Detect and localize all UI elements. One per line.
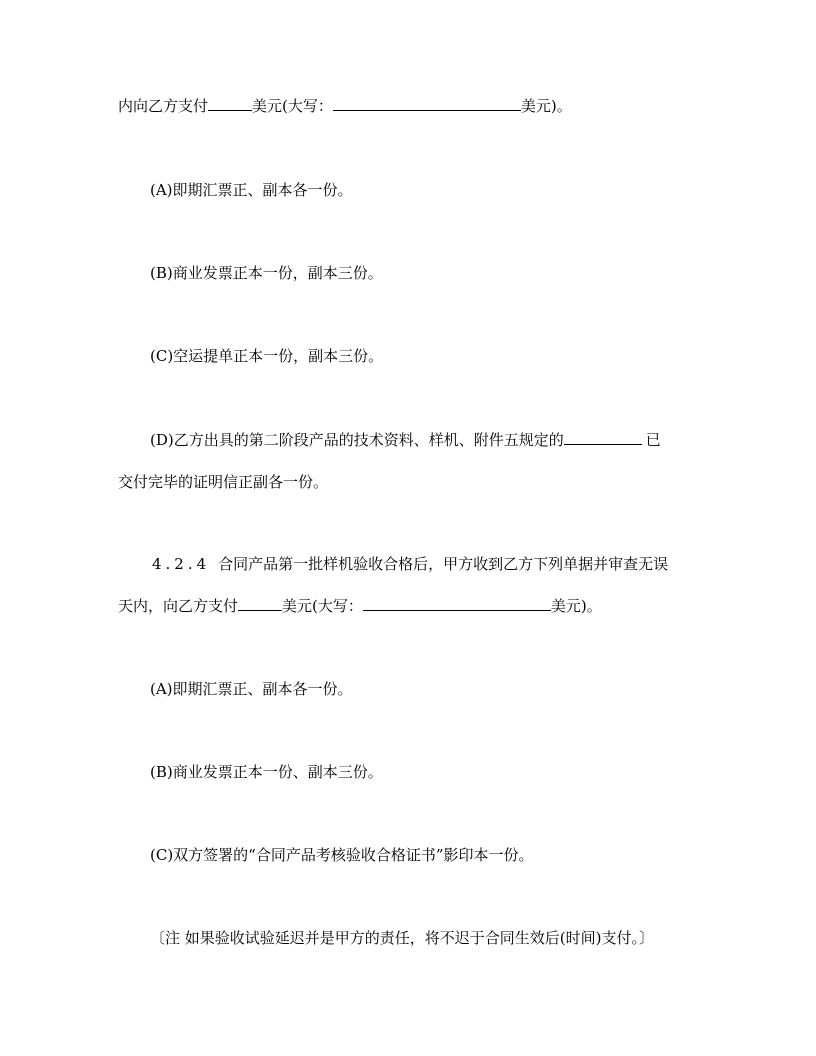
list-item: (A)即期汇票正、副本各一份。 — [150, 181, 353, 199]
section-payment-line — [118, 596, 602, 616]
list-item-d-continuation: 交付完毕的证明信正副各一份。 — [118, 473, 329, 491]
list-item: (C)双方签署的“合同产品考核验收合格证书”影印本一份。 — [150, 846, 534, 864]
section-payment-suffix: 美元)。 — [550, 597, 602, 615]
list-item: (C)空运提单正本一份，副本三份。 — [150, 347, 384, 365]
item-d-blank — [564, 430, 642, 445]
amount-blank — [208, 96, 252, 111]
payment-line — [118, 96, 572, 116]
amount-words-blank — [333, 96, 521, 111]
item-d-prefix: (D)乙方出具的第二阶段产品的技术资料、样机、附件五规定的 — [150, 431, 564, 449]
section-payment-prefix: 天内，向乙方支付 — [118, 597, 239, 615]
list-item: (B)商业发票正本一份、副本三份。 — [150, 763, 383, 781]
note-text: 〔注 如果验收试验延迟并是甲方的责任，将不迟于合同生效后(时间)支付。〕 — [150, 929, 654, 947]
payment-mid: 美元(大写： — [252, 97, 333, 115]
payment-suffix: 美元)。 — [520, 97, 572, 115]
item-d-suffix: 已 — [645, 431, 661, 449]
section-amount-words-blank — [363, 596, 551, 611]
list-item: (A)即期汇票正、副本各一份。 — [150, 680, 353, 698]
section-amount-blank — [238, 596, 282, 611]
list-item: (B)商业发票正本一份，副本三份。 — [150, 264, 383, 282]
list-item-d — [150, 430, 661, 450]
section-text: 合同产品第一批样机验收合格后，甲方收到乙方下列单据并审查无误 — [218, 555, 669, 573]
payment-prefix: 内向乙方支付 — [118, 97, 209, 115]
section-number: 4.2.4 — [152, 555, 211, 573]
section-heading-line — [152, 554, 668, 574]
section-payment-mid: 美元(大写： — [282, 597, 363, 615]
